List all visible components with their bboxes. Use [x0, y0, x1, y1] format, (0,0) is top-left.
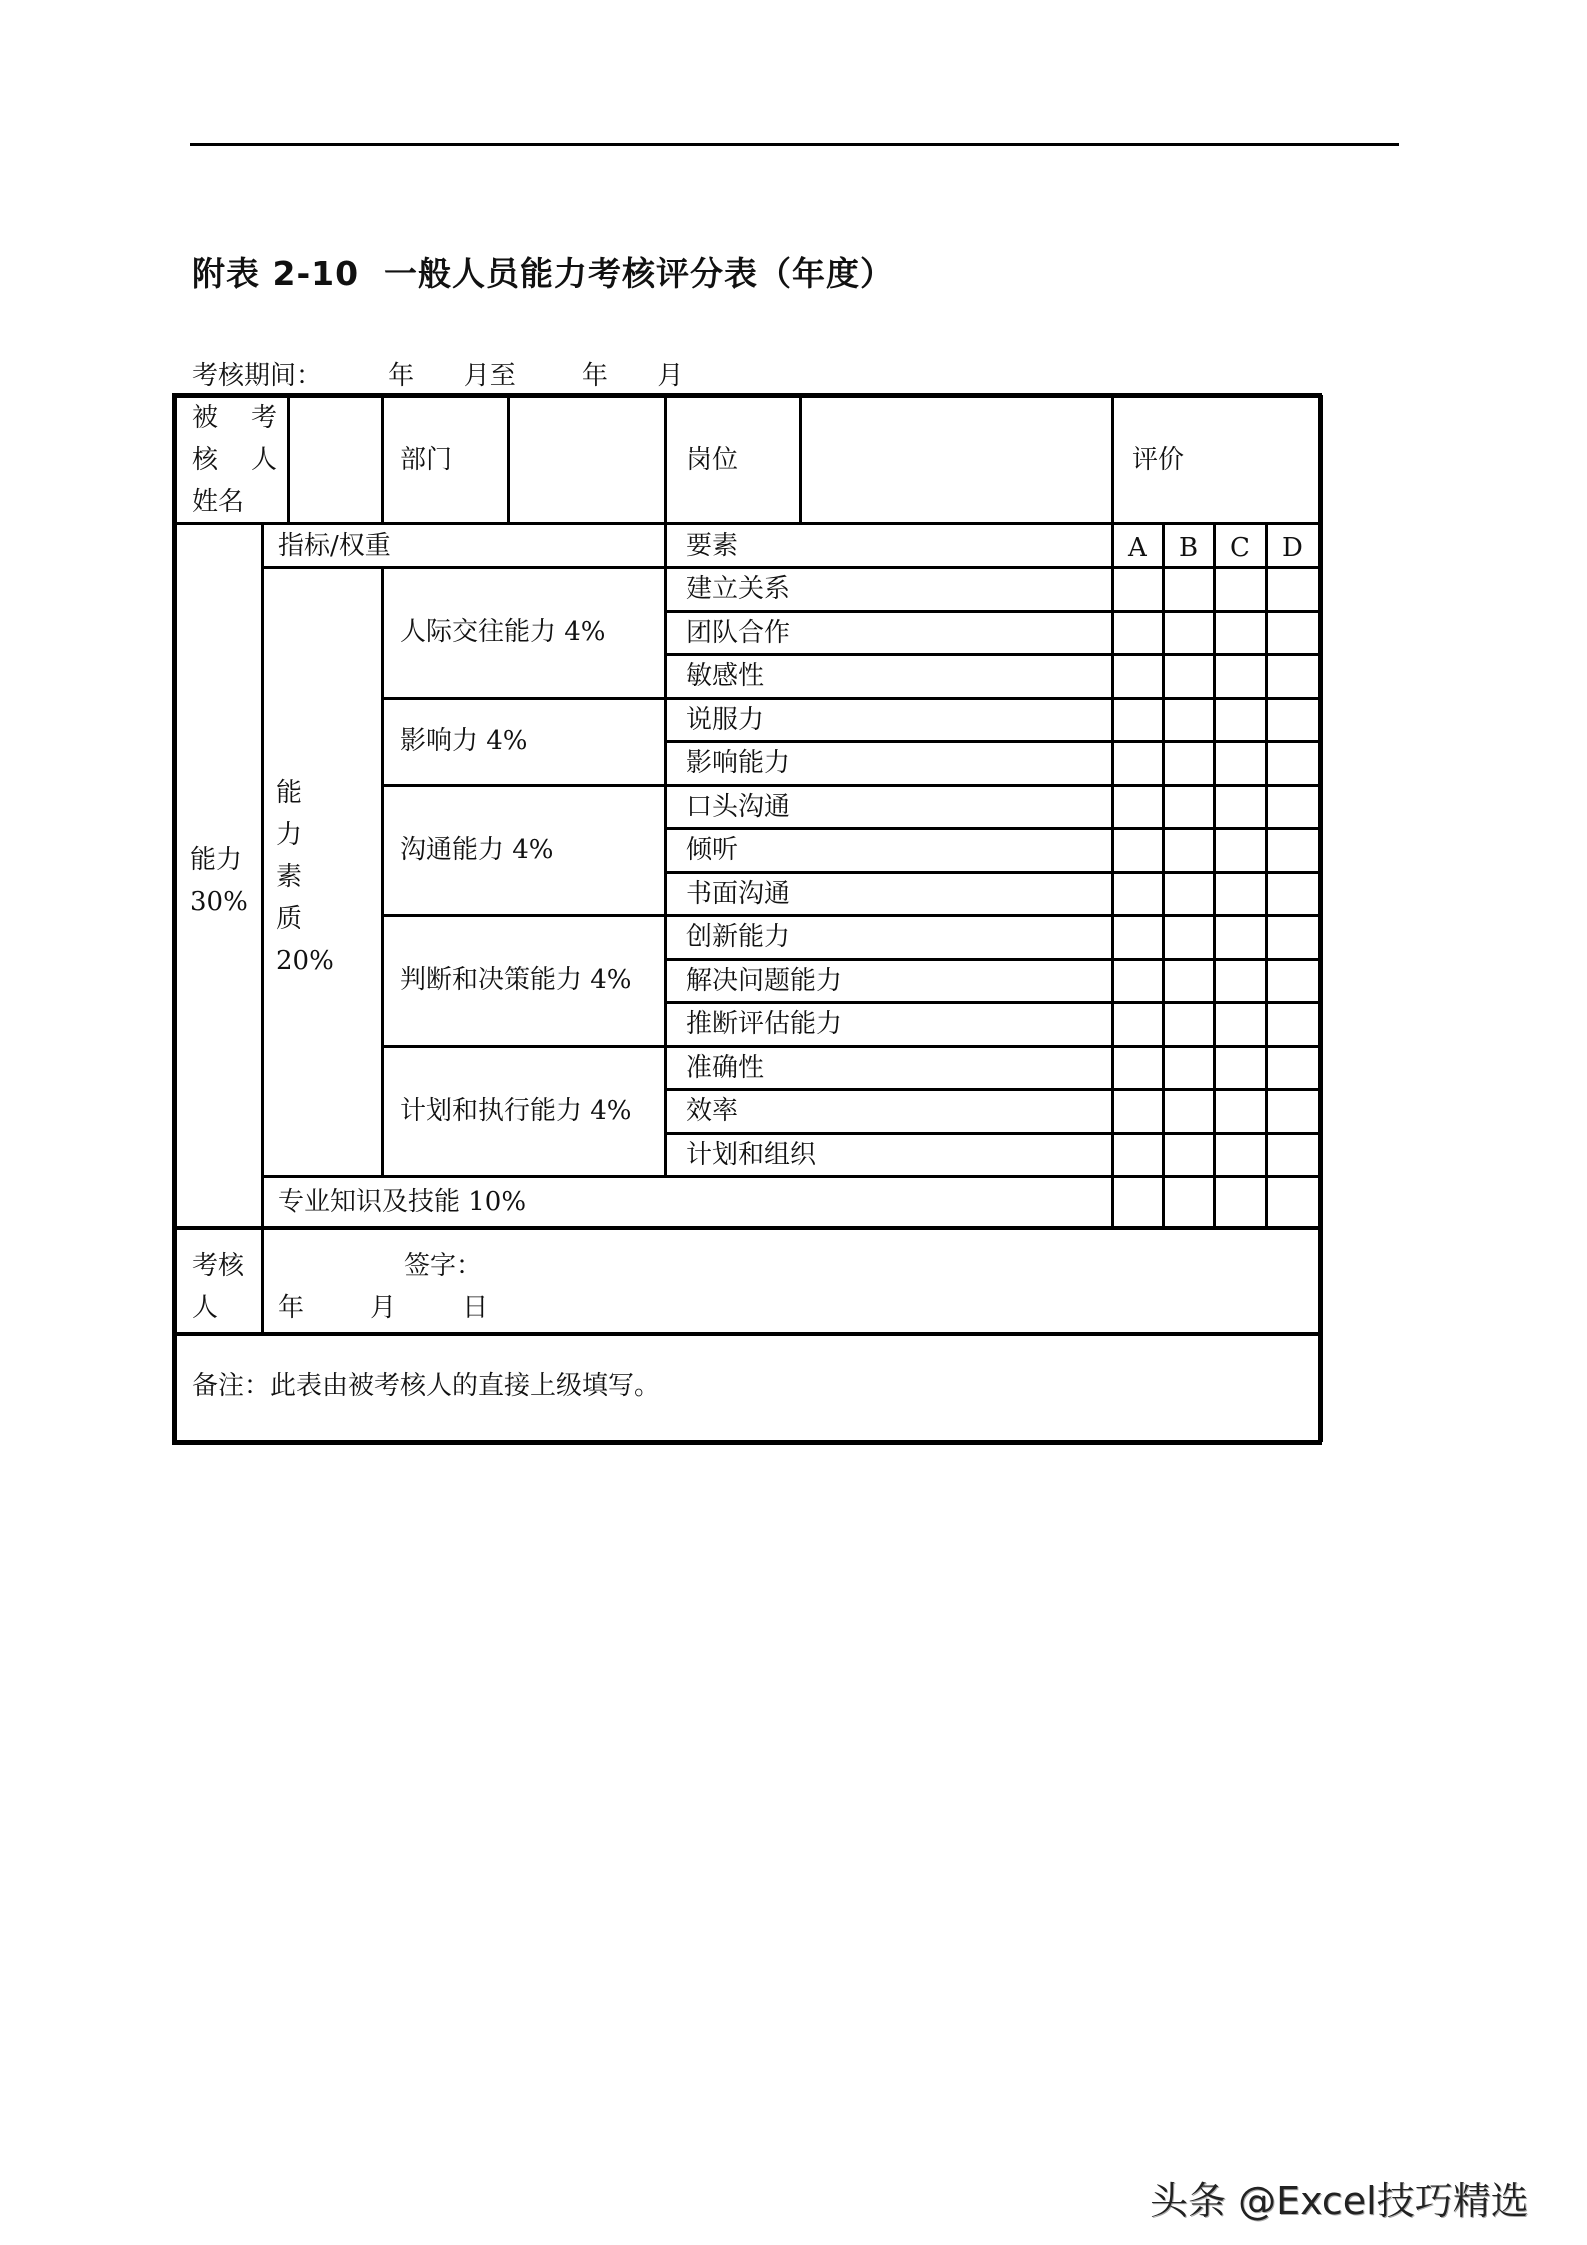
quality-label: 能 — [276, 778, 303, 808]
indicator-weight-header: 指标/权重 — [278, 531, 391, 561]
section-divider — [174, 1332, 1320, 1336]
grade-cell-a[interactable] — [1114, 1004, 1161, 1044]
h-line — [1112, 784, 1320, 787]
competency-group-label: 判断和决策能力 4% — [400, 965, 632, 995]
grade-cell-d[interactable] — [1268, 874, 1318, 913]
h-line — [1112, 653, 1320, 656]
grade-header-a: A — [1128, 533, 1147, 563]
v-line — [261, 1228, 264, 1334]
element-label: 口头沟通 — [686, 792, 791, 822]
grade-cell-d[interactable] — [1268, 1004, 1318, 1044]
h-line — [1112, 1132, 1320, 1135]
element-row-divider — [665, 1132, 1112, 1135]
grade-cell-d[interactable] — [1268, 961, 1318, 1000]
table-border-bottom — [172, 1440, 1322, 1445]
h-line — [1112, 697, 1320, 700]
elements-header: 要素 — [686, 531, 739, 561]
evaluation-label: 评价 — [1132, 445, 1185, 475]
grade-cell-b[interactable] — [1165, 743, 1212, 783]
grade-cell-c[interactable] — [1216, 1048, 1264, 1087]
element-label: 解决问题能力 — [686, 966, 843, 996]
grade-cell-b[interactable] — [1165, 1004, 1212, 1044]
v-line — [1111, 395, 1114, 523]
grade-cell-d[interactable] — [1268, 700, 1318, 739]
h-line — [1112, 740, 1320, 743]
grade-cell-c[interactable] — [1216, 961, 1264, 1000]
date-label: 年 月 日 — [278, 1293, 489, 1323]
grade-cell-d[interactable] — [1268, 743, 1318, 783]
h-line — [1112, 914, 1320, 917]
reviewer-label: 考核 — [192, 1251, 245, 1281]
employee-name-field[interactable] — [290, 398, 380, 521]
h-line — [1112, 610, 1320, 613]
grade-cell-c[interactable] — [1216, 613, 1264, 652]
element-label: 敏感性 — [686, 661, 765, 691]
ability-label: 能力 — [190, 845, 243, 875]
v-line — [664, 395, 667, 523]
grade-cell-c[interactable] — [1216, 700, 1264, 739]
grade-cell-b[interactable] — [1165, 1135, 1212, 1174]
grade-cell-a[interactable] — [1114, 917, 1161, 957]
competency-group-label: 影响力 4% — [400, 726, 528, 756]
grade-cell-d[interactable] — [1268, 917, 1318, 957]
header-rule — [190, 143, 1399, 146]
element-row-divider — [665, 827, 1112, 830]
element-row-divider — [665, 1088, 1112, 1091]
element-row-divider — [665, 653, 1112, 656]
grade-cell-d[interactable] — [1268, 1178, 1318, 1226]
element-label: 书面沟通 — [686, 879, 791, 909]
grade-cell-a[interactable] — [1114, 830, 1161, 870]
name-label: 姓名 — [192, 487, 245, 517]
position-field[interactable] — [802, 398, 1110, 521]
signature-label: 签字： — [404, 1251, 483, 1281]
ability-column-divider — [261, 523, 264, 1228]
grade-cell-b[interactable] — [1165, 961, 1212, 1000]
element-label: 效率 — [686, 1096, 739, 1126]
quality-label: 质 — [276, 904, 303, 934]
grade-cell-c[interactable] — [1216, 830, 1264, 870]
grade-cell-d[interactable] — [1268, 1135, 1318, 1174]
quality-label: 素 — [276, 862, 303, 892]
ability-weight: 30% — [190, 887, 248, 917]
grade-cell-c[interactable] — [1216, 1178, 1264, 1226]
grade-cell-b[interactable] — [1165, 830, 1212, 870]
grade-cell-b[interactable] — [1165, 1091, 1212, 1131]
element-label: 准确性 — [686, 1053, 765, 1083]
h-line — [262, 1175, 1320, 1178]
element-label: 说服力 — [686, 705, 765, 735]
name-label: 核 人 — [192, 445, 278, 475]
grade-cell-d[interactable] — [1268, 1048, 1318, 1087]
h-line — [1112, 1045, 1320, 1048]
grade-cell-a[interactable] — [1114, 613, 1161, 652]
grade-cell-a[interactable] — [1114, 874, 1161, 913]
header-row-divider — [174, 522, 1320, 525]
grade-cell-a[interactable] — [1114, 1178, 1161, 1226]
v-line — [381, 395, 384, 523]
element-row-divider — [665, 740, 1112, 743]
position-label: 岗位 — [686, 445, 739, 475]
h-line — [1112, 1001, 1320, 1004]
grade-cell-c[interactable] — [1216, 743, 1264, 783]
grade-cell-a[interactable] — [1114, 787, 1161, 826]
element-label: 创新能力 — [686, 922, 791, 952]
element-row-divider — [665, 871, 1112, 874]
section-divider — [174, 1226, 1320, 1230]
h-line — [262, 566, 1320, 569]
element-label: 计划和组织 — [686, 1140, 817, 1170]
h-line — [1112, 1088, 1320, 1091]
grade-cell-a[interactable] — [1114, 1091, 1161, 1131]
element-label: 推断评估能力 — [686, 1009, 843, 1039]
grade-cell-c[interactable] — [1216, 874, 1264, 913]
grade-cell-b[interactable] — [1165, 700, 1212, 739]
h-line — [1112, 871, 1320, 874]
assessment-period: 考核期间： 年 月至 年 月 — [192, 361, 684, 391]
quality-column-divider — [381, 567, 384, 1176]
competency-group-label: 计划和执行能力 4% — [400, 1096, 632, 1126]
grade-cell-d[interactable] — [1268, 1091, 1318, 1131]
grade-cell-a[interactable] — [1114, 1135, 1161, 1174]
competency-group-label: 人际交往能力 4% — [400, 617, 606, 647]
element-row-divider — [665, 610, 1112, 613]
h-line — [1112, 958, 1320, 961]
grade-cell-b[interactable] — [1165, 1048, 1212, 1087]
grade-cell-a[interactable] — [1114, 569, 1161, 609]
v-line — [664, 523, 667, 1176]
grade-header-d: D — [1282, 533, 1303, 563]
grade-cell-b[interactable] — [1165, 787, 1212, 826]
quality-label: 力 — [276, 820, 303, 850]
element-label: 建立关系 — [686, 574, 791, 604]
grade-cell-d[interactable] — [1268, 613, 1318, 652]
competency-group-label: 沟通能力 4% — [400, 835, 554, 865]
department-field[interactable] — [510, 398, 663, 521]
grade-header-c: C — [1230, 533, 1250, 563]
grade-cell-d[interactable] — [1268, 787, 1318, 826]
grade-cell-c[interactable] — [1216, 1091, 1264, 1131]
watermark: 头条 @Excel技巧精选 — [1150, 2179, 1529, 2223]
grade-cell-c[interactable] — [1216, 656, 1264, 696]
grade-cell-d[interactable] — [1268, 656, 1318, 696]
grade-cell-c[interactable] — [1216, 569, 1264, 609]
grade-cell-b[interactable] — [1165, 613, 1212, 652]
grade-cell-c[interactable] — [1216, 1004, 1264, 1044]
element-row-divider — [665, 1001, 1112, 1004]
grade-cell-d[interactable] — [1268, 569, 1318, 609]
element-label: 团队合作 — [686, 618, 791, 648]
grade-cell-d[interactable] — [1268, 830, 1318, 870]
grade-cell-a[interactable] — [1114, 1048, 1161, 1087]
grade-header-b: B — [1179, 533, 1199, 563]
reviewer-label: 人 — [192, 1293, 219, 1323]
quality-label: 20% — [276, 946, 334, 976]
page-title: 附表 2-10 一般人员能力考核评分表（年度） — [192, 254, 895, 293]
grade-cell-a[interactable] — [1114, 743, 1161, 783]
grade-cell-b[interactable] — [1165, 917, 1212, 957]
professional-skills-label: 专业知识及技能 10% — [278, 1187, 527, 1217]
grade-cell-a[interactable] — [1114, 700, 1161, 739]
grade-cell-b[interactable] — [1165, 569, 1212, 609]
table-border-right — [1318, 395, 1323, 1442]
grade-cell-a[interactable] — [1114, 961, 1161, 1000]
name-label: 被 考 — [192, 403, 278, 433]
element-label: 影响能力 — [686, 748, 791, 778]
grade-cell-c[interactable] — [1216, 917, 1264, 957]
grade-cell-b[interactable] — [1165, 874, 1212, 913]
note-text: 备注：此表由被考核人的直接上级填写。 — [192, 1371, 661, 1401]
h-line — [1112, 827, 1320, 830]
element-row-divider — [665, 958, 1112, 961]
table-border-left — [172, 395, 177, 1442]
department-label: 部门 — [400, 445, 453, 475]
element-label: 倾听 — [686, 835, 739, 865]
signature-field[interactable] — [500, 1240, 1300, 1285]
grade-cell-c[interactable] — [1216, 1135, 1264, 1174]
grade-cell-b[interactable] — [1165, 656, 1212, 696]
grade-cell-b[interactable] — [1165, 1178, 1212, 1226]
grade-cell-c[interactable] — [1216, 787, 1264, 826]
grade-cell-a[interactable] — [1114, 656, 1161, 696]
